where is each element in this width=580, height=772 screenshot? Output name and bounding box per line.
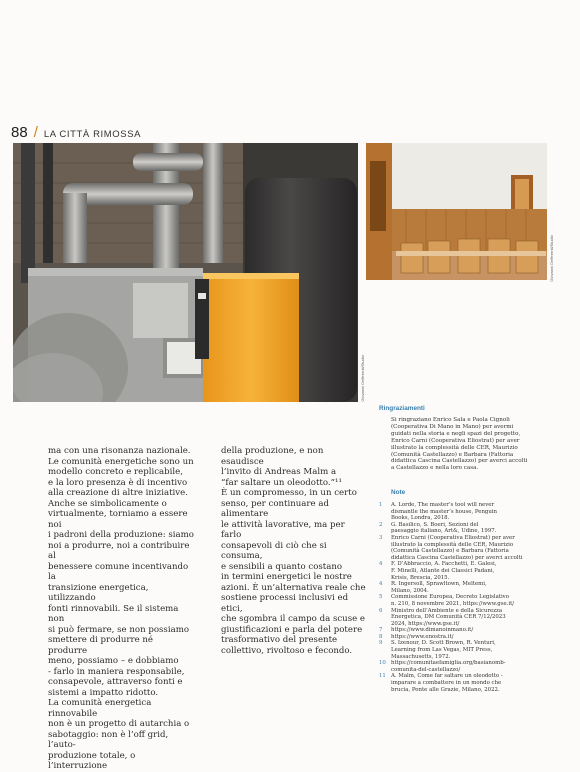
note-item [379, 561, 539, 581]
running-header [11, 124, 141, 141]
body-line: le attività lavorative, ma per farlo [221, 519, 345, 540]
body-line: in termini energetici le nostre [221, 572, 352, 582]
body-line: - farlo in maniera responsabile, [48, 666, 185, 677]
body-column-1 [48, 446, 194, 772]
note-item [379, 627, 539, 634]
note-text [391, 660, 539, 673]
body-line: alla creazione di altre iniziative. [48, 488, 188, 498]
note-item [379, 673, 539, 693]
note-line: R. Ingersoll, Sprawltown, Meltemi, [391, 581, 487, 588]
note-line: didattica Cascina Castellazzo) per averci accolti [391, 554, 523, 561]
note-line: Milano, 2004. [391, 587, 429, 594]
body-line: Anche se simbolicamente o [48, 498, 167, 509]
wooden-room-illustration [366, 143, 547, 280]
note-number: 1 [379, 502, 383, 508]
note-item [379, 594, 539, 607]
note-number: 5 [379, 594, 383, 601]
boiler-room-illustration [13, 143, 358, 402]
note-line: Energetica, DM Comunità CER 7/12/2023 [391, 614, 506, 621]
ack-line: a Castellazzo e nella loro casa. [391, 465, 479, 472]
main-photo-credit: Giovanni Defferenti/Studio [360, 355, 365, 402]
note-text [391, 640, 539, 660]
note-text [391, 627, 539, 634]
body-column-2 [221, 446, 367, 656]
note-number: 3 [379, 534, 383, 541]
note-text [391, 634, 539, 641]
body-line: e la loro presenza è di incentivo [48, 477, 188, 488]
note-line: imparare a combattere in un mondo che [391, 680, 502, 687]
body-line: trasformativo del presente [221, 635, 338, 645]
note-line: G. Basilico, S. Boeri, Sezioni del [391, 521, 479, 528]
body-line: che sgombra il campo da scuse e [221, 614, 366, 624]
ack-line: didattica Cascina Castellazzo) per averci accolti [391, 458, 528, 465]
body-line: azioni. È un’alternativa reale che [221, 582, 366, 593]
right-photo-credit: Giovanni Defferenti/Studio [549, 235, 554, 282]
note-item [379, 535, 539, 561]
body-line: l’invito di Andreas Malm a [221, 467, 337, 477]
note-text [391, 594, 539, 607]
body-line: sabotaggio: non è l’off grid, l’auto- [48, 729, 169, 750]
note-line: https://comunitaefamiglia.org/basianomb- [391, 660, 506, 667]
note-item [379, 502, 539, 522]
note-text [391, 535, 539, 561]
body-line: Le comunità energetiche sono un [48, 456, 194, 467]
body-line: collettivo, rivoltoso e fecondo. [221, 645, 353, 656]
note-number: 4 [379, 581, 383, 588]
note-line: n. 210, 8 novembre 2021, https://www.gse.it/ [391, 600, 515, 607]
note-item [379, 640, 539, 660]
note-text [391, 608, 539, 628]
body-line: della produzione, e non esaudisce [221, 446, 324, 467]
body-line: meno, possiamo – e dobbiamo [48, 656, 179, 666]
note-number: 2 [379, 521, 383, 528]
note-text [391, 522, 539, 535]
body-line: fonti rinnovabili. Se il sistema non [48, 603, 179, 624]
body-line: transizione energetica, utilizzando [48, 582, 149, 603]
ack-line: Enrico Carni (Cooperativa Eliostrat) per aver [391, 437, 520, 444]
body-line: smettere di produrre né produrre [48, 635, 154, 656]
body-line: “far saltare un oleodotto.”¹¹ [221, 477, 342, 488]
note-number: 6 [379, 607, 383, 614]
note-line: https://www.enostra.it/ [391, 633, 454, 640]
note-number: 9 [379, 640, 383, 647]
body-line: consapevole, attraverso fonti e [48, 677, 183, 687]
notes-heading: Note [391, 489, 406, 496]
note-line: Books, Londra, 2018. [391, 515, 450, 522]
wooden-room-photo [366, 143, 547, 280]
note-line: F. D’Abbraccio, A. Facchetti, E. Galesi, [391, 561, 497, 568]
body-line: senso, per continuare ad alimentare [221, 498, 329, 519]
note-item [379, 522, 539, 535]
note-item [379, 581, 539, 594]
body-line: non è un progetto di autarchia o [48, 719, 190, 729]
ack-line: guidati nella storia e negli spazi del progetto, [391, 430, 521, 437]
note-text [391, 561, 539, 581]
note-text [391, 502, 539, 522]
note-number: 4 [379, 561, 383, 568]
ack-line: illustrato la complessità delle CER, Maurizio [391, 444, 518, 451]
note-line: illustrato la complessità delle CER, Maurizio [391, 541, 514, 548]
note-line: 2024, https://www.gse.it/ [391, 620, 460, 627]
body-line: e sensibili a quanto costano [221, 561, 343, 572]
note-line: dismantle the master’s house, Penguin [391, 508, 498, 515]
note-line: brucia, Ponte alle Grazie, Milano, 2022. [391, 686, 500, 693]
ack-line: (Cooperativa Di Mano in Mano) per avermi [391, 423, 514, 430]
acknowledgements-text [391, 417, 539, 472]
body-line: sostiene processi inclusivi ed etici, [221, 593, 349, 614]
note-line: Krisis, Brescia, 2015. [391, 574, 450, 581]
boiler-room-photo [13, 143, 358, 402]
note-line: https://www.dimanoinmano.it/ [391, 627, 474, 634]
note-line: Commissione Europea, Decreto Legislativo [391, 594, 509, 601]
header-separator: / [33, 124, 38, 141]
body-line: La comunità energetica rinnovabile [48, 698, 152, 719]
note-item [379, 660, 539, 673]
body-line: produzione totale, o l’interruzione [48, 750, 136, 771]
note-line: paesaggio italiano, Art&, Udine, 1997. [391, 528, 497, 535]
ack-line: Si ringraziano Enrico Sala e Paola Cignoli [391, 417, 510, 423]
note-item [379, 608, 539, 628]
section-title: LA CITTÀ RIMOSSA [43, 129, 142, 140]
body-line: si può fermare, se non possiamo [48, 624, 190, 635]
body-line: virtualmente, torniamo a essere noi [48, 509, 188, 530]
page-number: 88 [11, 124, 28, 141]
note-line: comunita-del-castellazzo/ [391, 666, 461, 673]
note-line: Ministro dell’Ambiente e della Sicurezza [391, 607, 503, 614]
note-line: F. Minelli, Atlante dei Classici Padani, [391, 567, 495, 574]
note-line: A. Malm, Come far saltare un oleodotto - [391, 673, 503, 680]
note-number: 11 [379, 673, 386, 680]
acknowledgements-heading: Ringraziamenti [379, 405, 425, 412]
note-line: Learning from Las Vegas, MIT Press, [391, 647, 493, 654]
note-line: A. Lorde, The master’s tool will never [391, 502, 495, 508]
note-number: 10 [379, 660, 386, 667]
body-line: giustificazioni e parla del potere [221, 624, 363, 635]
note-text [391, 673, 539, 693]
note-line: Enrico Carni (Cooperativa Eliostrat) per aver [391, 534, 515, 541]
note-number: 8 [379, 633, 383, 640]
body-line: i padroni della produzione: siamo [48, 530, 194, 540]
body-line: modello concreto e replicabile, [48, 467, 183, 477]
body-line: consapevoli di ciò che si consuma, [221, 540, 327, 561]
note-line: (Comunità Castellazzo) e Barbara (Fattoria [391, 548, 509, 555]
body-line: È un compromesso, in un certo [221, 488, 357, 498]
body-line: sistemi a impatto ridotto. [48, 687, 159, 698]
note-line: S. Izenour, D. Scott Brown, R. Venturi, [391, 640, 496, 647]
notes-list [379, 502, 539, 693]
note-number: 7 [379, 627, 383, 634]
body-line: benessere comune incentivando la [48, 561, 189, 582]
note-item [379, 634, 539, 641]
ack-line: (Comunità Castellazzo) e Barbara (Fattoria [391, 451, 514, 458]
note-text [391, 581, 539, 594]
body-line: noi a produrre, noi a contribuire al [48, 540, 190, 561]
body-line: ma con una risonanza nazionale. [48, 446, 191, 456]
note-line: Massachusetts, 1972. [391, 653, 451, 660]
